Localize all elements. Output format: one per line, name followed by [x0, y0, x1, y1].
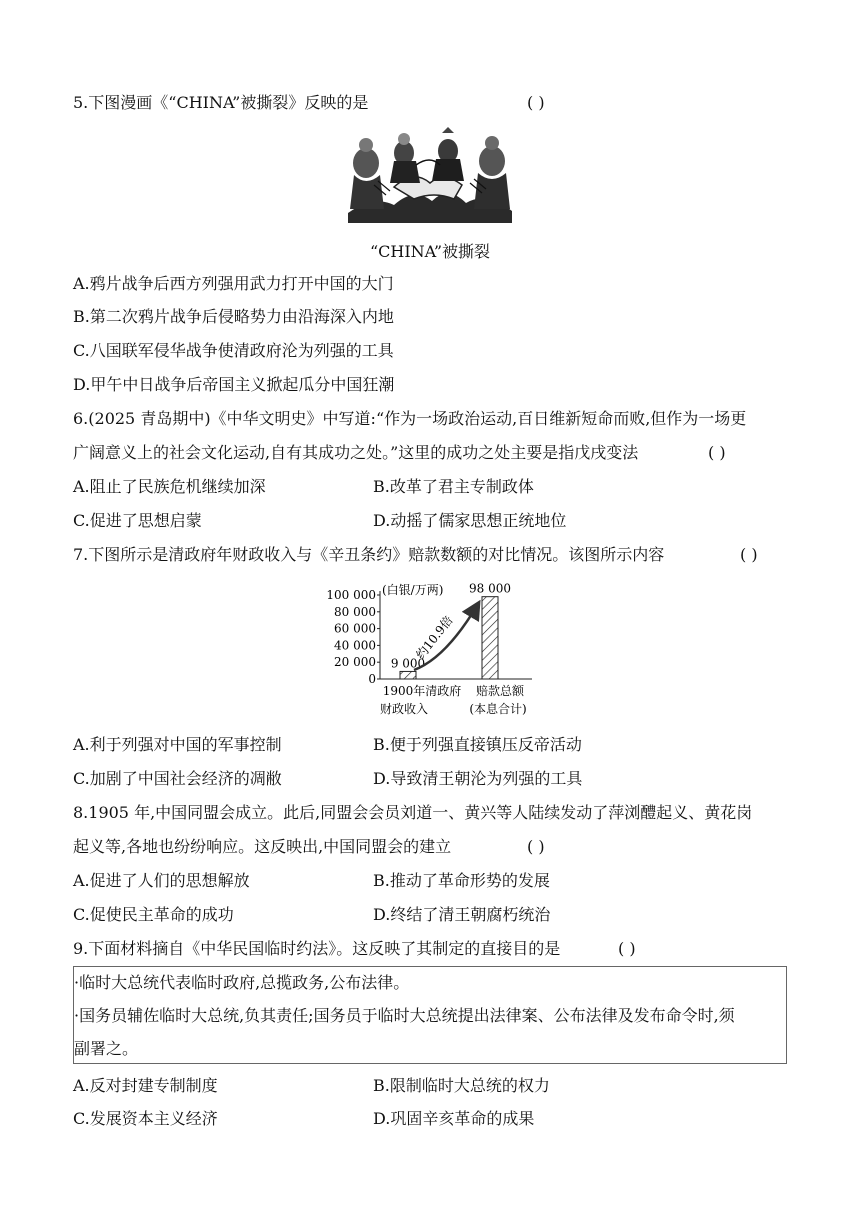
q9-option-d[interactable]: D.巩固辛亥革命的成果 [373, 1109, 535, 1128]
q6-option-c[interactable]: C.促进了思想启蒙 [73, 511, 202, 530]
chart-unit-label: (白银/万两) [382, 583, 444, 597]
q8-option-d[interactable]: D.终结了清王朝腐朽统治 [373, 905, 551, 924]
q8-answer-paren[interactable]: ( ) [527, 837, 545, 856]
q9-option-b[interactable]: B.限制临时大总统的权力 [373, 1076, 550, 1095]
q7-option-c[interactable]: C.加剧了中国社会经济的凋敝 [73, 769, 282, 788]
q9-option-a[interactable]: A.反对封建专制制度 [73, 1076, 218, 1095]
q5-stem: 5.下图漫画《“CHINA”被撕裂》反映的是 [73, 93, 369, 112]
bar-value-label: 9 000 [390, 656, 426, 671]
q9-material-line3: 副署之。 [74, 1039, 139, 1058]
q9-answer-paren[interactable]: ( ) [618, 939, 636, 958]
q5-option-a[interactable]: A.鸦片战争后西方列强用武力打开中国的大门 [73, 274, 394, 293]
q9-stem: 9.下面材料摘自《中华民国临时约法》。这反映了其制定的直接目的是 [73, 939, 561, 958]
q6-option-d[interactable]: D.动摇了儒家思想正统地位 [373, 511, 567, 530]
q6-stem-line2: 广阔意义上的社会文化运动,自有其成功之处。”这里的成功之处主要是指戊戌变法 [73, 443, 639, 462]
q7-stem: 7.下图所示是清政府年财政收入与《辛丑条约》赔款数额的对比情况。该图所示内容 [73, 545, 665, 564]
q7-option-d[interactable]: D.导致清王朝沦为列强的工具 [373, 769, 583, 788]
category-label: 赔款总额 [475, 684, 525, 698]
q6-stem-line1: 6.(2025 青岛期中)《中华文明史》中写道:“作为一场政治运动,百日维新短命而败,但作为一场更 [73, 409, 747, 428]
q8-option-c[interactable]: C.促使民主革命的成功 [73, 905, 234, 924]
q5-caption: “CHINA”被撕裂 [369, 242, 491, 261]
ratio-annotation: 约10.9倍 [413, 613, 456, 662]
bar [400, 671, 416, 679]
y-tick-label: 40 000 [334, 638, 376, 653]
q8-stem-line2: 起义等,各地也纷纷响应。这反映出,中国同盟会的建立 [73, 837, 452, 856]
q8-stem-line1: 8.1905 年,中国同盟会成立。此后,同盟会会员刘道一、黄兴等人陆续发动了萍浏醴起义、黄花岗 [73, 803, 753, 822]
y-tick-label: 80 000 [334, 604, 376, 619]
q7-option-b[interactable]: B.便于列强直接镇压反帝活动 [373, 735, 582, 754]
q9-material-line2: ·国务员辅佐临时大总统,负其责任;国务员于临时大总统提出法律案、公布法律及发布命令时,须 [74, 1006, 735, 1025]
q9-option-c[interactable]: C.发展资本主义经济 [73, 1109, 218, 1128]
q5-answer-paren[interactable]: ( ) [527, 93, 545, 112]
y-tick-label: 100 000 [326, 588, 376, 602]
cartoon-china-torn-illustration [344, 125, 516, 225]
q9-material-line1: ·临时大总统代表临时政府,总揽政务,公布法律。 [74, 973, 410, 992]
q8-option-b[interactable]: B.推动了革命形势的发展 [373, 871, 550, 890]
q5-option-d[interactable]: D.甲午中日战争后帝国主义掀起瓜分中国狂潮 [73, 375, 395, 394]
q6-option-a[interactable]: A.阻止了民族危机继续加深 [73, 477, 266, 496]
bar [482, 597, 498, 679]
revenue-vs-indemnity-chart [318, 578, 548, 722]
y-tick-label: 60 000 [334, 621, 376, 636]
q6-option-b[interactable]: B.改革了君主专制政体 [373, 477, 534, 496]
y-tick-label: 0 [368, 672, 376, 686]
q6-answer-paren[interactable]: ( ) [708, 443, 726, 462]
y-tick-label: 20 000 [334, 655, 376, 670]
q7-option-a[interactable]: A.利于列强对中国的军事控制 [73, 735, 282, 754]
category-label: 财政收入 [379, 702, 429, 716]
q7-answer-paren[interactable]: ( ) [740, 545, 758, 564]
bar-value-label: 98 000 [469, 581, 511, 596]
category-label: (本息合计) [469, 702, 527, 716]
q9-material-box [73, 966, 787, 1064]
category-label: 1900年清政府 [382, 684, 462, 698]
q8-option-a[interactable]: A.促进了人们的思想解放 [73, 871, 250, 890]
q5-option-b[interactable]: B.第二次鸦片战争后侵略势力由沿海深入内地 [73, 307, 394, 326]
q5-option-c[interactable]: C.八国联军侵华战争使清政府沦为列强的工具 [73, 341, 394, 360]
